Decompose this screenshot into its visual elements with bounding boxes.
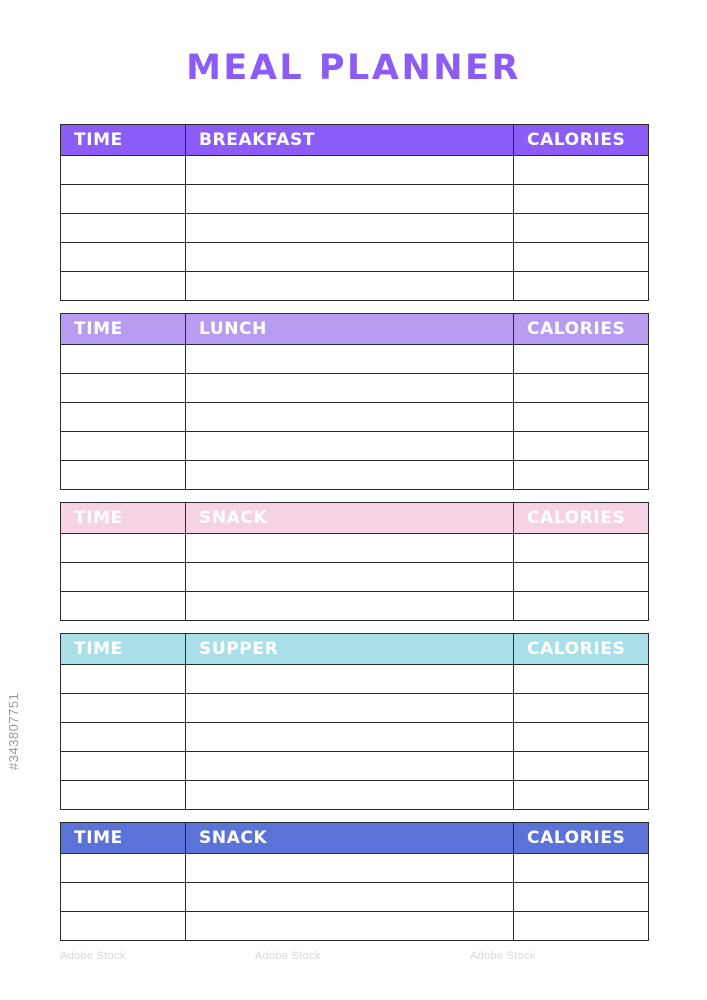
time-cell[interactable] [61, 883, 186, 912]
header-meal-label [186, 823, 514, 854]
meal-cell[interactable] [186, 723, 514, 752]
section-header-lunch [61, 314, 649, 345]
calories-cell[interactable] [514, 854, 649, 883]
time-cell[interactable] [61, 752, 186, 781]
table-row [61, 665, 649, 694]
calories-cell[interactable] [514, 403, 649, 432]
table-row [61, 592, 649, 621]
calories-cell[interactable] [514, 345, 649, 374]
header-time-label [61, 125, 186, 156]
time-cell[interactable] [61, 563, 186, 592]
header-time-label-text: TIME [74, 508, 123, 528]
calories-cell[interactable] [514, 185, 649, 214]
header-meal-label-text: SNACK [199, 828, 268, 848]
calories-cell[interactable] [514, 432, 649, 461]
time-cell[interactable] [61, 214, 186, 243]
time-cell[interactable] [61, 534, 186, 563]
table-row [61, 185, 649, 214]
page-title: MEAL PLANNER [186, 48, 521, 88]
meal-cell[interactable] [186, 272, 514, 301]
calories-cell[interactable] [514, 592, 649, 621]
time-cell[interactable] [61, 854, 186, 883]
header-calories-label [514, 503, 649, 534]
meal-planner-table [60, 124, 649, 941]
table-row [61, 374, 649, 403]
calories-cell[interactable] [514, 665, 649, 694]
table-row [61, 345, 649, 374]
time-cell[interactable] [61, 723, 186, 752]
table-row [61, 432, 649, 461]
header-time-label-text: TIME [74, 130, 123, 150]
table-row [61, 883, 649, 912]
meal-cell[interactable] [186, 665, 514, 694]
calories-cell[interactable] [514, 694, 649, 723]
time-cell[interactable] [61, 912, 186, 941]
table-row [61, 723, 649, 752]
table-row [61, 854, 649, 883]
header-meal-label-text: LUNCH [199, 319, 267, 339]
section-gap [61, 301, 649, 314]
meal-cell[interactable] [186, 592, 514, 621]
section-gap [61, 490, 649, 503]
calories-cell[interactable] [514, 243, 649, 272]
header-calories-label-text: CALORIES [527, 828, 626, 848]
time-cell[interactable] [61, 432, 186, 461]
calories-cell[interactable] [514, 214, 649, 243]
header-calories-label [514, 125, 649, 156]
table-row [61, 694, 649, 723]
header-calories-label-text: CALORIES [527, 130, 626, 150]
table-row [61, 563, 649, 592]
header-calories-label-text: CALORIES [527, 639, 626, 659]
time-cell[interactable] [61, 665, 186, 694]
header-time-label-text: TIME [74, 319, 123, 339]
header-meal-label-text: SNACK [199, 508, 268, 528]
time-cell[interactable] [61, 592, 186, 621]
watermark-tile: Adobe Stock [60, 950, 126, 962]
calories-cell[interactable] [514, 781, 649, 810]
time-cell[interactable] [61, 403, 186, 432]
meal-cell[interactable] [186, 214, 514, 243]
table-row [61, 243, 649, 272]
time-cell[interactable] [61, 272, 186, 301]
table-row [61, 403, 649, 432]
meal-cell[interactable] [186, 461, 514, 490]
time-cell[interactable] [61, 694, 186, 723]
header-meal-label [186, 503, 514, 534]
meal-cell[interactable] [186, 752, 514, 781]
meal-cell[interactable] [186, 883, 514, 912]
header-meal-label [186, 125, 514, 156]
time-cell[interactable] [61, 345, 186, 374]
time-cell[interactable] [61, 243, 186, 272]
header-meal-label-text: BREAKFAST [199, 130, 316, 150]
time-cell[interactable] [61, 461, 186, 490]
watermark-image-id: #343807751 [6, 692, 21, 770]
table-row [61, 214, 649, 243]
meal-cell[interactable] [186, 185, 514, 214]
header-meal-label [186, 314, 514, 345]
time-cell[interactable] [61, 374, 186, 403]
header-time-label-text: TIME [74, 639, 123, 659]
table-row [61, 912, 649, 941]
header-meal-label [186, 634, 514, 665]
section-header-breakfast [61, 125, 649, 156]
header-time-label [61, 823, 186, 854]
header-calories-label [514, 634, 649, 665]
meal-cell[interactable] [186, 781, 514, 810]
meal-cell[interactable] [186, 854, 514, 883]
meal-cell[interactable] [186, 912, 514, 941]
section-gap [61, 621, 649, 634]
section-header-snack-1 [61, 503, 649, 534]
meal-cell[interactable] [186, 563, 514, 592]
section-gap [61, 810, 649, 823]
calories-cell[interactable] [514, 723, 649, 752]
meal-cell[interactable] [186, 694, 514, 723]
calories-cell[interactable] [514, 752, 649, 781]
section-header-snack-2 [61, 823, 649, 854]
header-meal-label-text: SUPPER [199, 639, 279, 659]
header-time-label [61, 634, 186, 665]
time-cell[interactable] [61, 156, 186, 185]
meal-cell[interactable] [186, 534, 514, 563]
meal-cell[interactable] [186, 403, 514, 432]
header-time-label [61, 503, 186, 534]
header-calories-label-text: CALORIES [527, 508, 626, 528]
table-row [61, 781, 649, 810]
header-calories-label [514, 314, 649, 345]
calories-cell[interactable] [514, 156, 649, 185]
table-row [61, 534, 649, 563]
calories-cell[interactable] [514, 272, 649, 301]
section-header-supper [61, 634, 649, 665]
watermark-tile: Adobe Stock [470, 950, 536, 962]
header-time-label-text: TIME [74, 828, 123, 848]
meal-cell[interactable] [186, 374, 514, 403]
table-row [61, 272, 649, 301]
meal-cell[interactable] [186, 345, 514, 374]
header-calories-label-text: CALORIES [527, 319, 626, 339]
meal-cell[interactable] [186, 243, 514, 272]
calories-cell[interactable] [514, 534, 649, 563]
table-row [61, 752, 649, 781]
calories-cell[interactable] [514, 374, 649, 403]
calories-cell[interactable] [514, 563, 649, 592]
calories-cell[interactable] [514, 461, 649, 490]
time-cell[interactable] [61, 185, 186, 214]
time-cell[interactable] [61, 781, 186, 810]
header-time-label [61, 314, 186, 345]
table-row [61, 156, 649, 185]
watermark-tile: Adobe Stock [255, 950, 321, 962]
header-calories-label [514, 823, 649, 854]
calories-cell[interactable] [514, 912, 649, 941]
meal-cell[interactable] [186, 156, 514, 185]
table-row [61, 461, 649, 490]
meal-cell[interactable] [186, 432, 514, 461]
calories-cell[interactable] [514, 883, 649, 912]
